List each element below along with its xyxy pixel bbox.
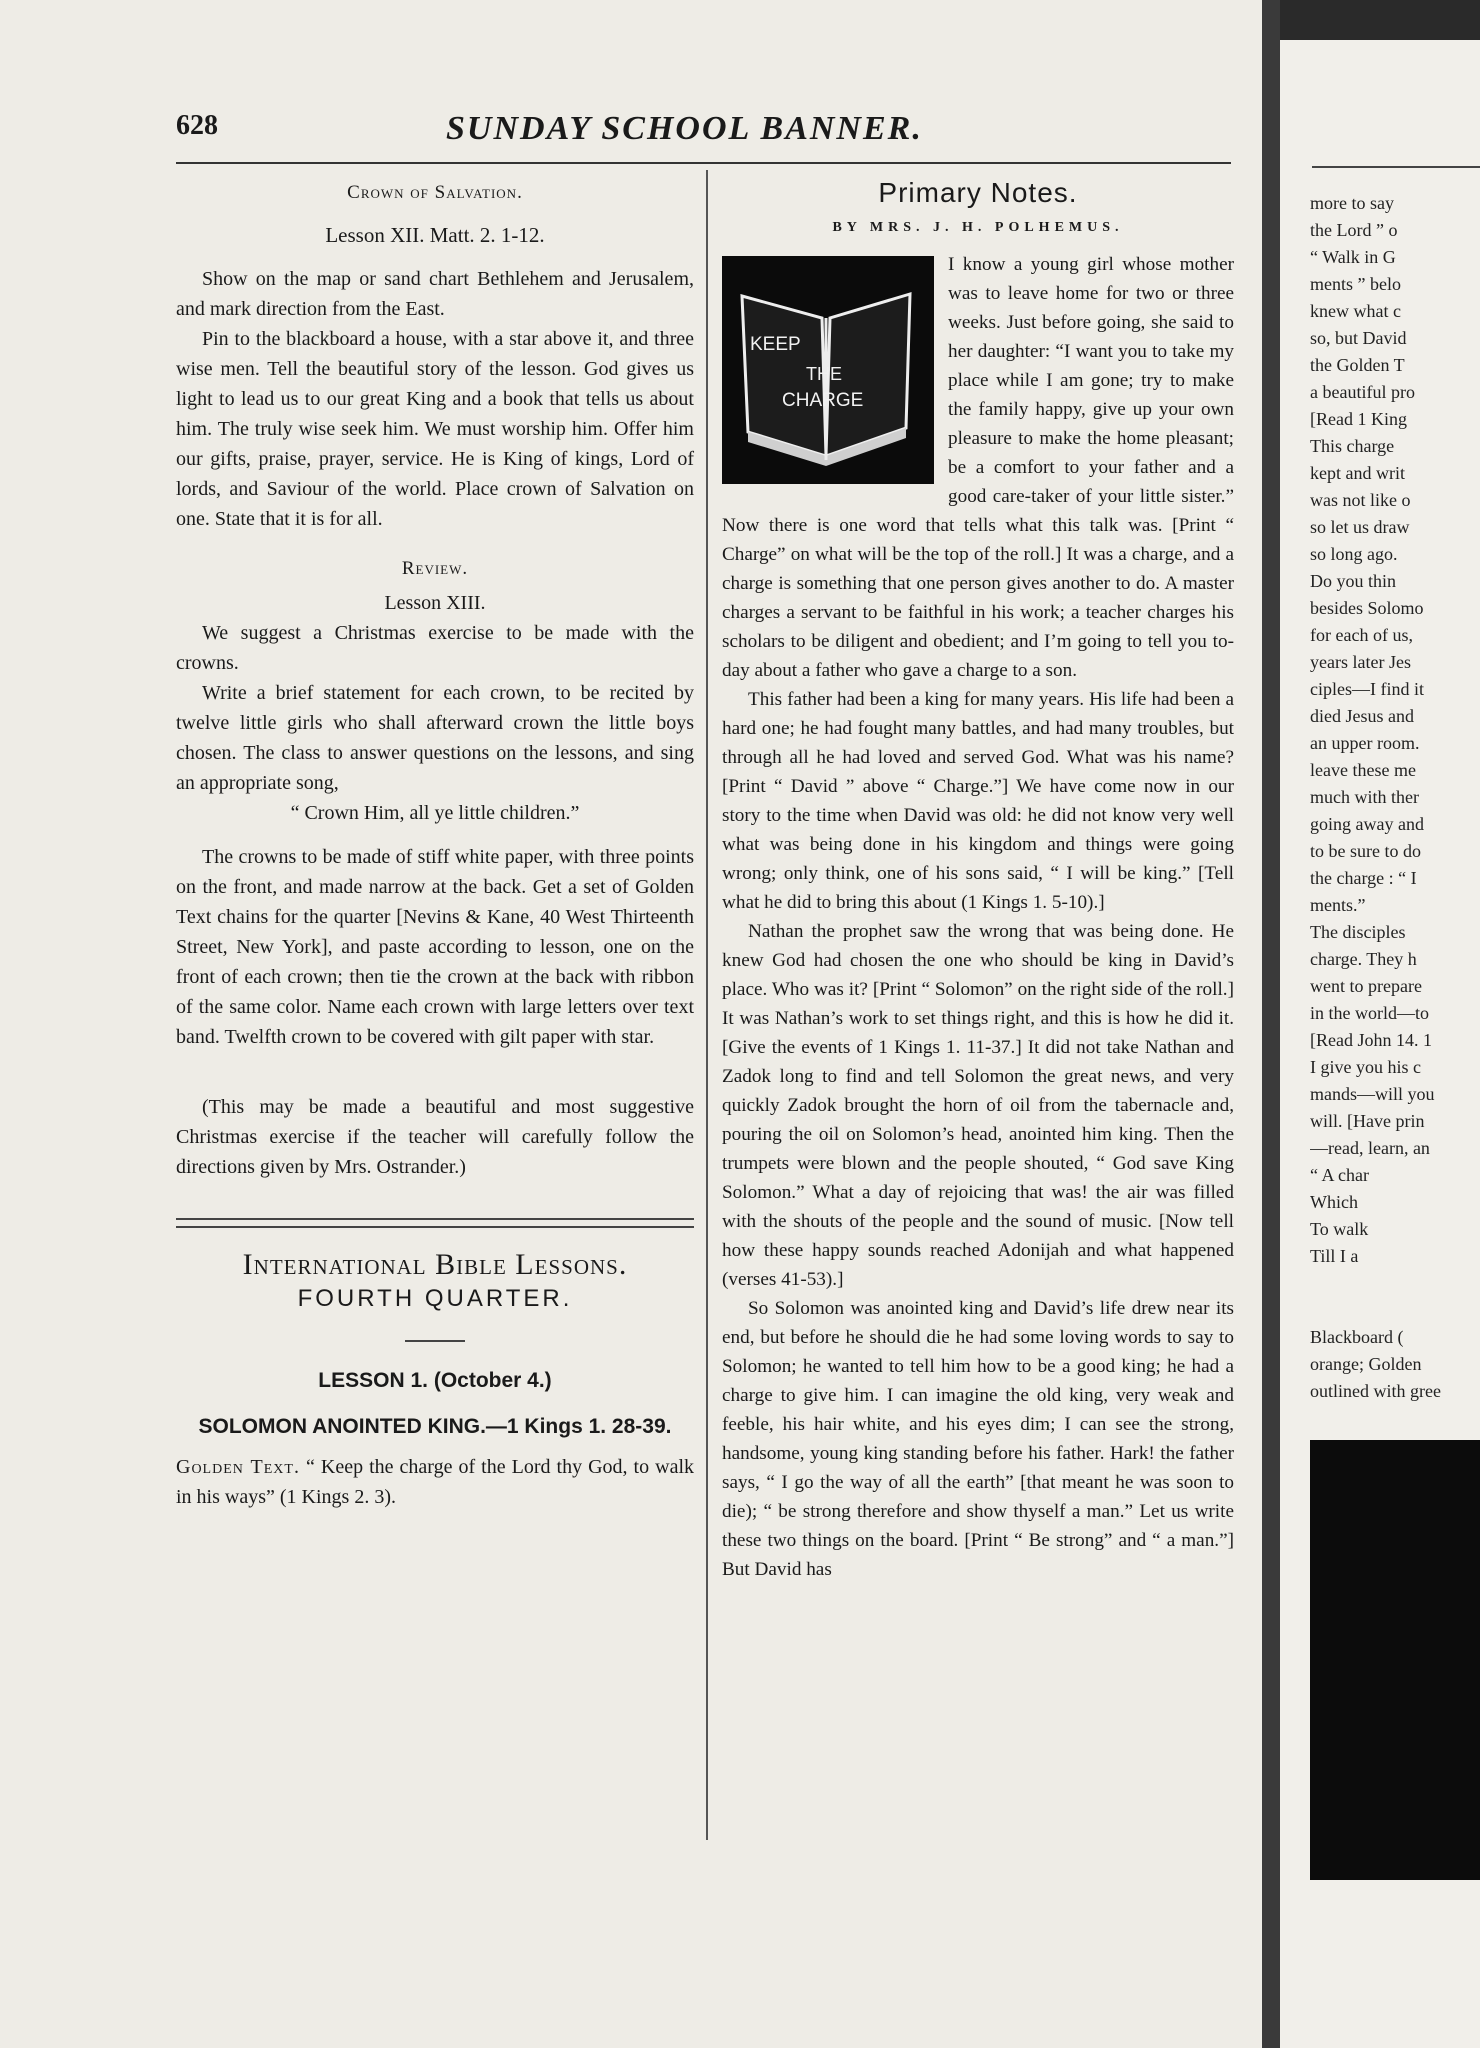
next-page-line: To walk [1310,1219,1369,1239]
next-page-line: an upper room. [1310,733,1420,753]
page-header [176,110,1231,150]
art-line: CHARGE [782,390,864,411]
next-page-line: charge. They h [1310,949,1417,969]
golden-text-label: Golden Text. [176,1456,300,1478]
paragraph: The crowns to be made of stiff white paper, with three points on the front, and made narrow at the back. Get a set of Golden Text chains for the quarter [Nevins & Kane, 40 West Thirteenth Street, New York], and paste according to lesson, one on the front of each crown; then tie the crown at the back with ribbon of the same color. Name each crown with large letters over text band. Twelfth crown to be covered with gilt paper with star. [176,846,694,1048]
next-page-line: besides Solomo [1310,598,1424,618]
next-page-line: years later Jes [1310,652,1411,672]
next-page-line: so, but David [1310,328,1407,348]
next-page-line: the charge : “ I [1310,868,1417,888]
next-page-line: for each of us, [1310,625,1413,645]
next-page-line: knew what c [1310,301,1401,321]
next-page-line: more to say [1310,193,1394,213]
next-page-line: [Read 1 King [1310,409,1407,429]
next-page-text [1310,190,1480,1405]
paragraph: (This may be made a beautiful and most suggestive Christmas exercise if the teacher will carefully follow the directions given by Mrs. Ostrander.) [176,1096,694,1178]
song-quote: “ Crown Him, all ye little children.” [290,802,580,824]
next-page-line: orange; Golden [1310,1354,1422,1374]
next-page-line: so let us draw [1310,517,1410,537]
section-rule [176,1218,694,1228]
next-page-line: I give you his c [1310,1057,1421,1077]
open-book-icon [722,256,934,484]
running-title: SUNDAY SCHOOL BANNER. [446,110,923,147]
next-page-line: kept and writ [1310,463,1405,483]
next-page-line: The disciples [1310,922,1406,942]
primary-notes-title: Primary Notes. [878,177,1078,208]
next-page-line: ciples—I find it [1310,679,1424,699]
next-page-line: “ Walk in G [1310,247,1396,267]
art-line: KEEP [750,334,801,355]
byline: BY MRS. J. H. POLHEMUS. [832,220,1124,235]
next-page-line: in the world—to [1310,1003,1429,1023]
page-number: 628 [176,110,218,141]
next-page-line: This charge [1310,436,1395,456]
next-page-line: Till I a [1310,1246,1359,1266]
next-page-line: Blackboard ( [1310,1327,1404,1347]
review-title: Review. [401,558,469,579]
page-gutter [1262,0,1280,2048]
next-page-line: the Lord ” o [1310,220,1398,240]
left-column [176,178,694,1512]
next-page-line: ments ” belo [1310,274,1401,294]
lesson-1-heading: LESSON 1. (October 4.) [318,1369,552,1392]
quarter-heading: FOURTH QUARTER. [297,1285,573,1312]
next-page-line: died Jesus and [1310,706,1414,726]
next-page-line: so long ago. [1310,544,1398,564]
international-lessons-title: International Bible Lessons. [242,1248,628,1281]
paragraph: I know a young girl whose mother was to leave home for two or three weeks. Just before going, she said to her daughter: “I want you to take my place while I am gone; try to make the family happy, give up your own pleasure to make the home pleasant; be a comfort to your father and a good care-taker of your little sister.” Now there is one word that tells what this talk was. [Print “ Charge” on what will be the top of the roll.] It was a charge, and a charge is something that one person gives another to do. A master charges a servant to be faithful in his work; a teacher charges his scholars to be diligent and obedient; and I’m going to tell you to-day about a father who gave a charge to a son. [722,254,1234,681]
next-page-line: —read, learn, an [1310,1138,1430,1158]
blackboard-illustration [1310,1440,1480,1880]
golden-text [176,1452,694,1512]
next-page-line [1310,1297,1480,1324]
lesson-1-title: SOLOMON ANOINTED KING.—1 Kings 1. 28-39. [198,1415,672,1438]
golden-text-body: “ Keep the charge of the Lord thy God, to walk in his ways” (1 Kings 2. 3). [176,1456,694,1508]
paragraph: Nathan the prophet saw the wrong that was being done. He knew God had chosen the one who should be king in David’s place. Who was it? [Print “ Solomon” on the right side of the roll.] It was Nathan’s work to set things right, and this is how he did it. [Give the events of 1 Kings 1. 11-37.] It did not take Nathan and Zadok long to find and tell Solomon the great news, and very quickly Zadok brought the horn of oil from the tabernacle and, pouring the oil on Solomon’s head, anointed him king. Then the trumpets were blown and the people shouted, “ God save King Solomon.” What a day of rejoicing that was! the air was filled with the shouts of the people and the sound of music. [Now tell how these happy sounds reached Adonijah and what happened (verses 41-53).] [722,921,1234,1290]
next-page-line: a beautiful pro [1310,382,1415,402]
next-page-line: ments.” [1310,895,1366,915]
next-page-line: outlined with gree [1310,1381,1441,1401]
right-column [722,178,1234,1584]
crown-title: Crown of Salvation. [347,182,523,203]
art-line: THE [806,364,842,384]
header-rule [176,162,1231,164]
next-page-line: the Golden T [1310,355,1405,375]
paragraph: We suggest a Christmas exercise to be made with the crowns. [176,622,694,674]
next-page-line: went to prepare [1310,976,1422,996]
paragraph: Write a brief statement for each crown, to be recited by twelve little girls who shall afterward crown the little boys chosen. The class to answer questions on the lessons, and sing an appropriate song, [176,682,694,794]
next-page-fragment [1280,40,1480,2048]
next-page-rule [1312,166,1480,168]
next-page-line: was not like o [1310,490,1411,510]
next-page-line: Do you thin [1310,571,1397,591]
column-divider [706,170,708,1840]
next-page-line: much with ther [1310,787,1419,807]
next-page-line: mands—will you [1310,1084,1435,1104]
lesson-xiii-heading: Lesson XIII. [384,592,486,614]
paragraph: Pin to the blackboard a house, with a star above it, and three wise men. Tell the beautiful story of the lesson. God gives us light to lead us to our great King and a book that tells us about him. The truly wise seek him. We must worship him. Offer him our gifts, praise, prayer, service. He is King of kings, Lord of lords, and Saviour of the world. Place crown of Salvation on one. State that it is for all. [176,328,694,530]
next-page-line: Which [1310,1192,1358,1212]
next-page-line: going away and [1310,814,1424,834]
next-page-line: leave these me [1310,760,1416,780]
next-page-line: “ A char [1310,1165,1369,1185]
next-page-line: [Read John 14. 1 [1310,1030,1432,1050]
next-page-line [1310,1270,1480,1297]
paragraph: Show on the map or sand chart Bethlehem and Jerusalem, and mark direction from the East. [176,268,694,320]
lesson-xii-heading: Lesson XII. Matt. 2. 1-12. [325,223,545,247]
paragraph: So Solomon was anointed king and David’s life drew near its end, but before he should die he had some loving words to say to Solomon; he wanted to tell him how to be a good king; he had a charge to give him. I can imagine the old king, very weak and feeble, his hair white, and his eyes dim; I can see the strong, handsome, young king standing before his father. Hark! the father says, “ I go the way of all the earth” [that meant he was soon to die); “ be strong therefore and show thyself a man.” Let us write these two things on the board. [Print “ Be strong” and “ a man.”] But David has [722,1298,1234,1580]
next-page-line: to be sure to do [1310,841,1421,861]
paragraph: This father had been a king for many years. His life had been a hard one; he had fought many battles, and had many troubles, but through all he had loved and served God. What was his name? [Print “ David ” above “ Charge.”] We have come now in our story to the time when David was old: he did not know very well what was being done in his kingdom and things were going wrong; only think, one of his sons said, “ I will be king.” [Tell what he did to bring this about (1 Kings 1. 5-10).] [722,689,1234,913]
keep-the-charge-illustration [722,256,934,484]
next-page-line: will. [Have prin [1310,1111,1425,1131]
